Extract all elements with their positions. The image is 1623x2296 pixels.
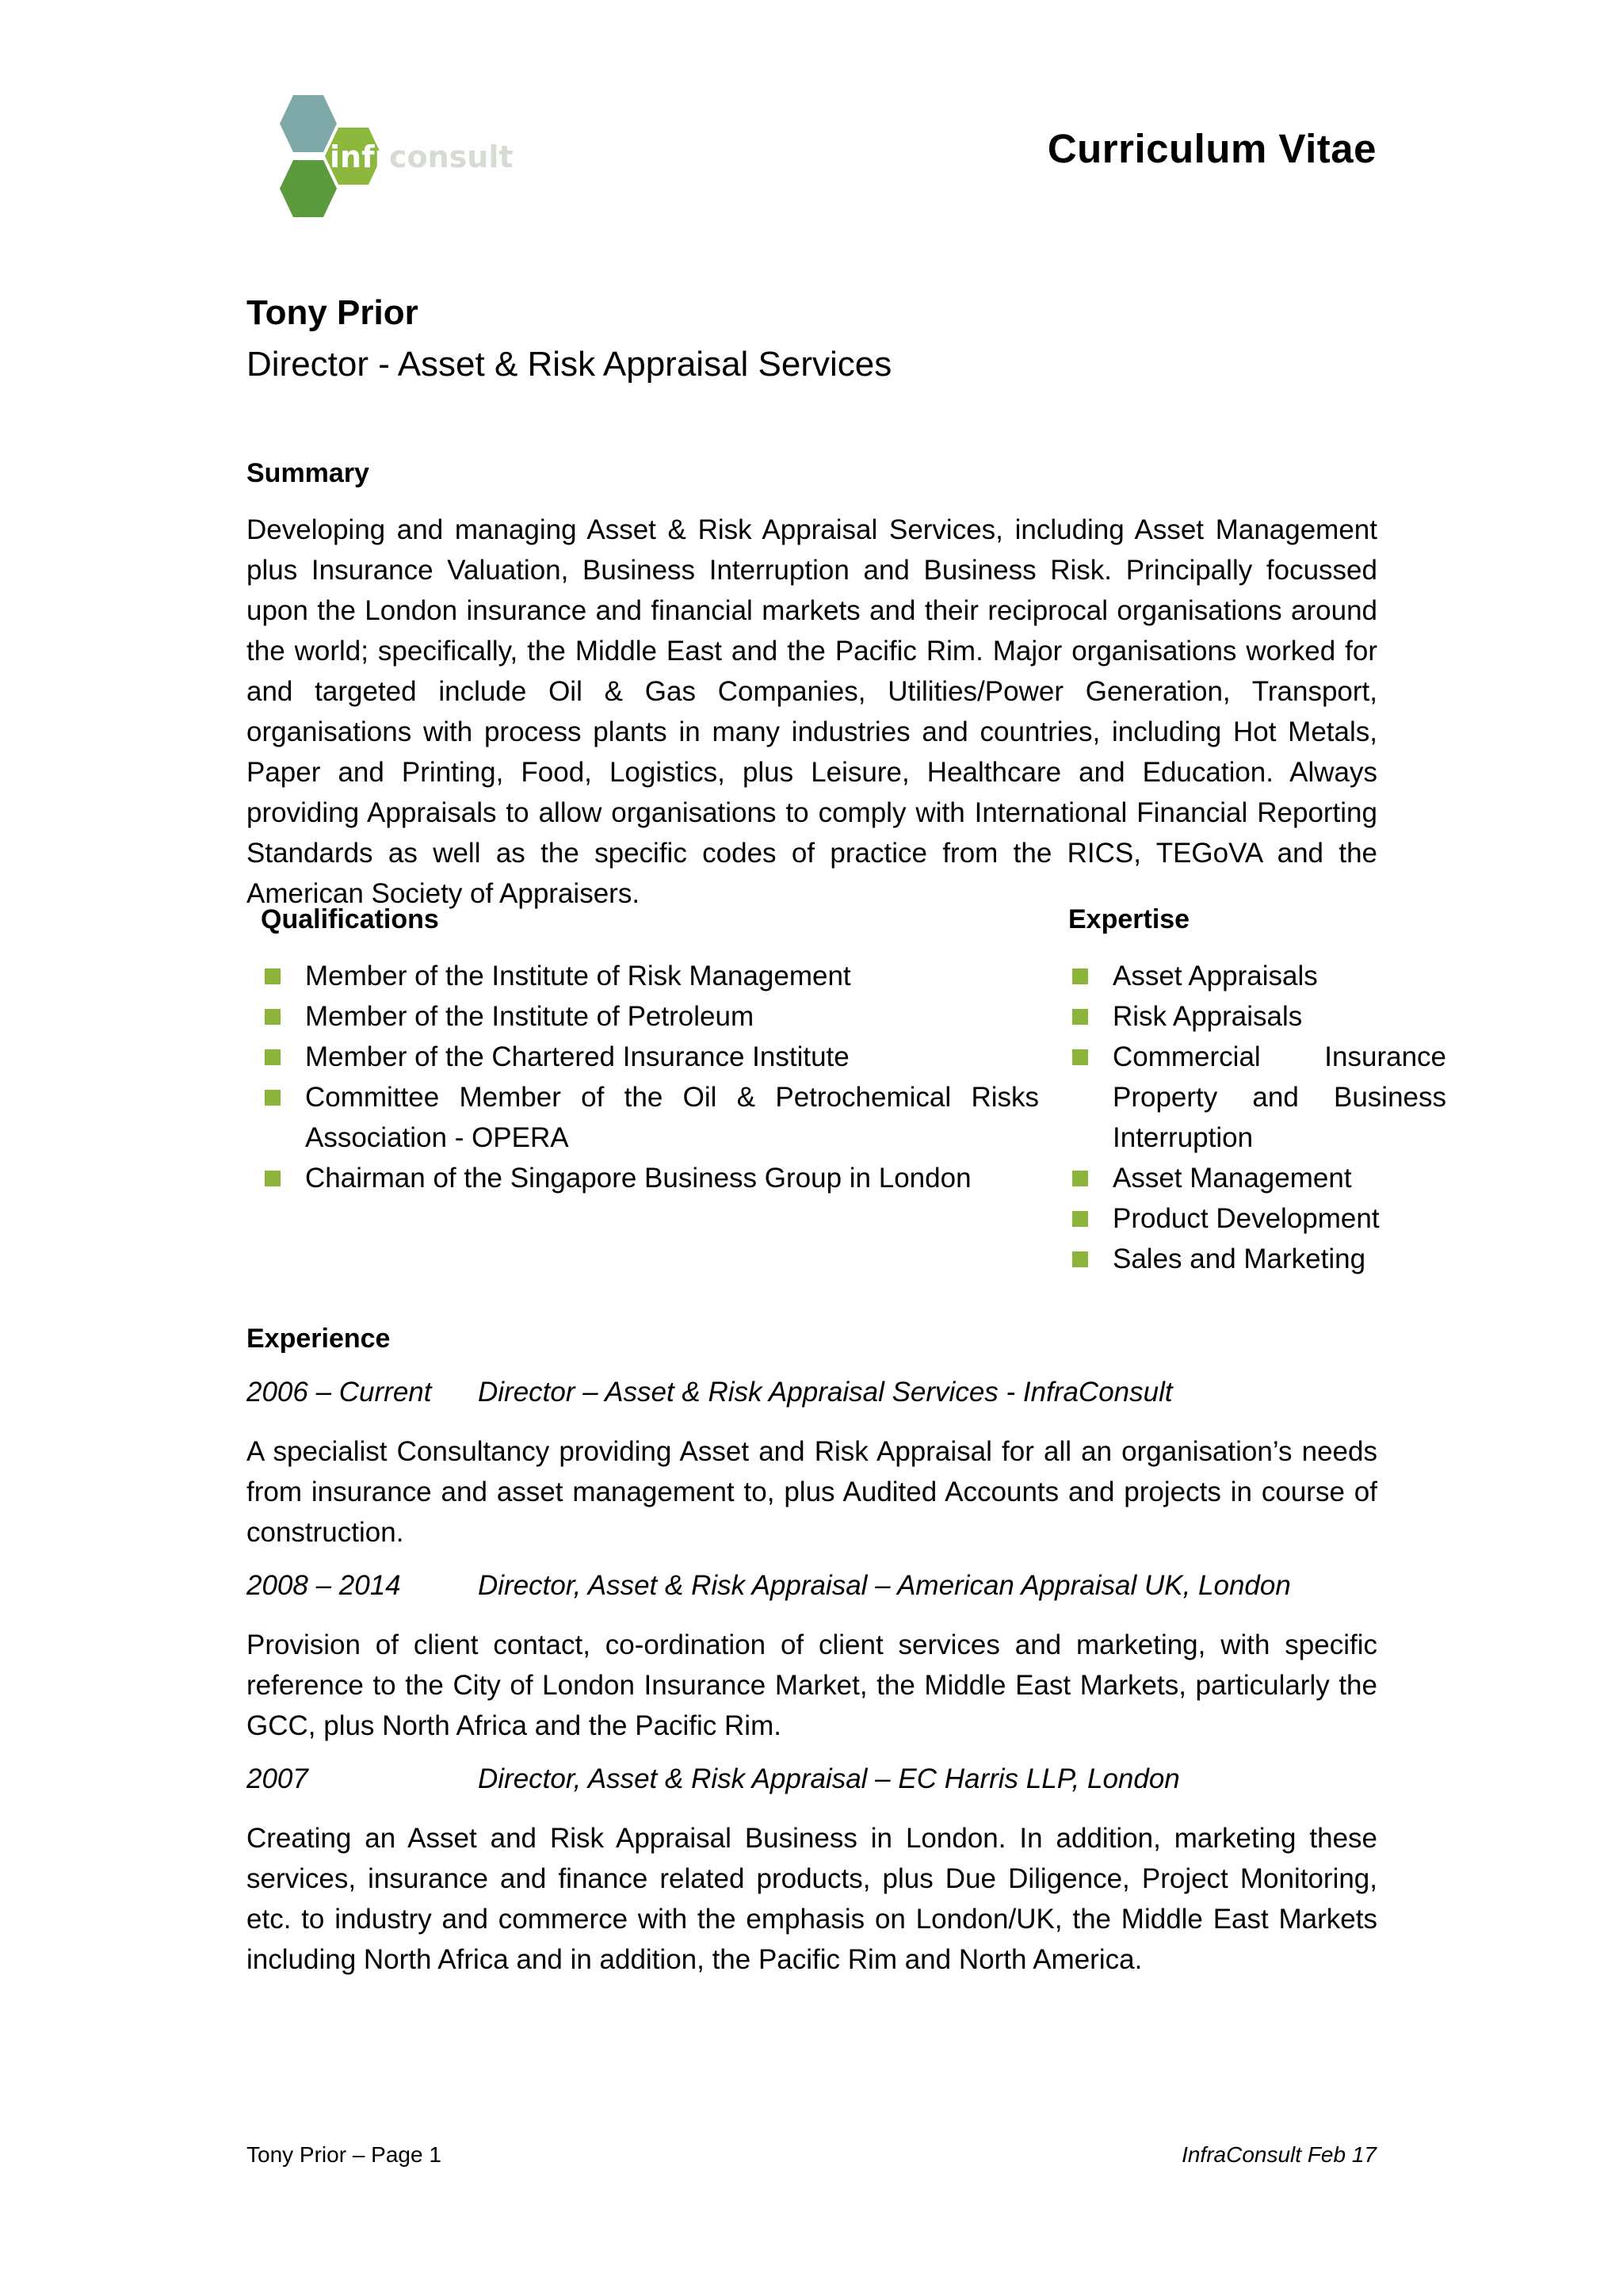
expertise-list <box>1054 956 1446 1279</box>
summary-heading: Summary <box>246 458 369 488</box>
infraconsult-logo <box>258 94 514 227</box>
square-bullet-icon <box>1072 1251 1088 1267</box>
footer-company-date: InfraConsult Feb 17 <box>1182 2142 1377 2167</box>
experience-description: A specialist Consultancy providing Asset and Risk Appraisal for all an organisation’s needs from insurance and asset management to, plus Audited Accounts and projects in course of construction. <box>246 1436 1377 1548</box>
square-bullet-icon <box>1072 1049 1088 1065</box>
qualification-item: Member of the Chartered Insurance Institute <box>246 1037 1039 1077</box>
expertise-item: Product Development <box>1054 1198 1446 1239</box>
expertise-item: Asset Appraisals <box>1054 956 1446 996</box>
person-role: Director - Asset & Risk Appraisal Services <box>246 345 892 384</box>
experience-dates: 2006 – Current <box>246 1377 432 1408</box>
expertise-item: Sales and Marketing <box>1054 1239 1446 1279</box>
square-bullet-icon <box>265 1090 281 1106</box>
square-bullet-icon <box>1072 1009 1088 1025</box>
experience-dates: 2008 – 2014 <box>246 1570 401 1601</box>
experience-title: Director, Asset & Risk Appraisal – American Appraisal UK, London <box>478 1570 1291 1601</box>
square-bullet-icon <box>265 1171 281 1186</box>
square-bullet-icon <box>1072 1211 1088 1227</box>
experience-title: Director – Asset & Risk Appraisal Services - InfraConsult <box>478 1377 1173 1408</box>
qualification-item: Member of the Institute of Petroleum <box>246 996 1039 1037</box>
square-bullet-icon <box>265 1049 281 1065</box>
logo-text-consult: consult <box>389 139 514 174</box>
expertise-item: Asset Management <box>1054 1158 1446 1198</box>
qualifications-list <box>246 956 1039 1198</box>
logo-hexagon-teal <box>280 95 337 152</box>
summary-text: Developing and managing Asset & Risk Appraisal Services, including Asset Management plus Insurance Valuation, Business Interruption and Business Risk. Principally focussed upon the London insurance and financial markets and their reciprocal organisations around the world; specifically, the Middle East and the Pacific Rim. Major organisations worked for and targeted include Oil & Gas Companies, Utilities/Power Generation, Transport, organisations with process plants in many industries and countries, including Hot Metals, Paper and Printing, Food, Logistics, plus Leisure, Healthcare and Education. Always providing Appraisals to allow organisations to comply with International Financial Reporting Standards as well as the specific codes of practice from the RICS, TEGoVA and the American Society of Appraisers. <box>246 514 1377 909</box>
square-bullet-icon <box>265 1009 281 1025</box>
person-name: Tony Prior <box>246 293 418 332</box>
qualification-item: Chairman of the Singapore Business Group in London <box>246 1158 1039 1198</box>
experience-dates: 2007 <box>246 1763 308 1794</box>
qualification-item: Member of the Institute of Risk Management <box>246 956 1039 996</box>
document-title: Curriculum Vitae <box>1047 126 1377 171</box>
expertise-heading: Expertise <box>1068 904 1190 934</box>
experience-title: Director, Asset & Risk Appraisal – EC Harris LLP, London <box>478 1763 1180 1794</box>
experience-heading: Experience <box>246 1324 391 1354</box>
square-bullet-icon <box>1072 1171 1088 1186</box>
experience-description: Creating an Asset and Risk Appraisal Business in London. In addition, marketing these services, insurance and finance related products, plus Due Diligence, Project Monitoring, etc. to industry and commerce with the emphasis on London/UK, the Middle East Markets including North Africa and in addition, the Pacific Rim and North America. <box>246 1823 1377 1975</box>
qualifications-heading: Qualifications <box>261 904 439 934</box>
expertise-item: Risk Appraisals <box>1054 996 1446 1037</box>
qualification-item: Committee Member of the Oil & Petrochemical Risks Association - OPERA <box>246 1077 1039 1158</box>
experience-description: Provision of client contact, co-ordination of client services and marketing, with specific reference to the City of London Insurance Market, the Middle East Markets, particularly the GCC, plus North Africa and the Pacific Rim. <box>246 1629 1377 1741</box>
logo-text-infra: infra <box>330 139 410 174</box>
expertise-item: Commercial Insurance Property and Business Interruption <box>1054 1037 1446 1158</box>
square-bullet-icon <box>1072 968 1088 984</box>
footer-page-label: Tony Prior – Page 1 <box>246 2142 441 2167</box>
logo-hexagon-green <box>280 160 337 217</box>
square-bullet-icon <box>265 968 281 984</box>
